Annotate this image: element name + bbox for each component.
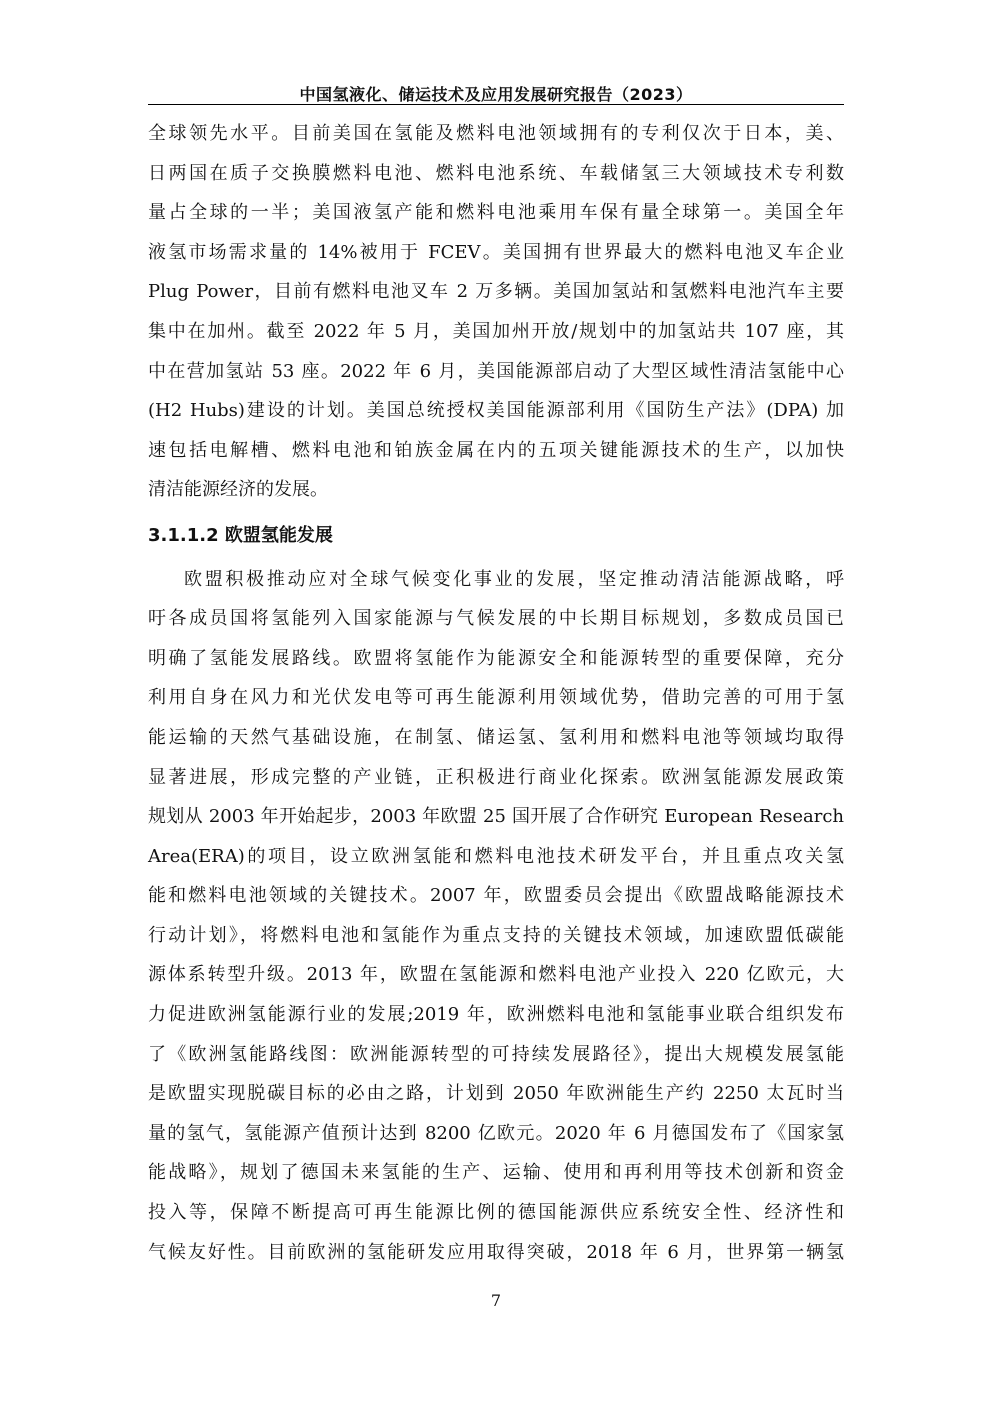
text-line: 日两国在质子交换膜燃料电池、燃料电池系统、车载储氢三大领域技术专利数 — [148, 162, 844, 184]
text-line: 能运输的天然气基础设施，在制氢、储运氢、氢利用和燃料电池等领域均取得 — [148, 726, 844, 748]
text-line: 能和燃料电池领域的关键技术。2007 年，欧盟委员会提出《欧盟战略能源技术 — [148, 885, 844, 907]
text-line: 利用自身在风力和光伏发电等可再生能源利用领域优势，借助完善的可用于氢 — [148, 687, 844, 709]
text-line: 投入等，保障不断提高可再生能源比例的德国能源供应系统安全性、经济性和 — [148, 1202, 844, 1224]
text-line: 了《欧洲氢能路线图：欧洲能源转型的可持续发展路径》，提出大规模发展氢能 — [148, 1043, 844, 1065]
page-body — [148, 114, 844, 1272]
text-line: 能战略》，规划了德国未来氢能的生产、运输、使用和再利用等技术创新和资金 — [148, 1162, 844, 1184]
text-line: 明确了氢能发展路线。欧盟将氢能作为能源安全和能源转型的重要保障，充分 — [148, 647, 844, 669]
text-line: 源体系转型升级。2013 年，欧盟在氢能源和燃料电池产业投入 220 亿欧元，大 — [148, 964, 844, 986]
text-line: 液氢市场需求量的 14%被用于 FCEV。美国拥有世界最大的燃料电池叉车企业 — [148, 241, 844, 263]
paragraph-us-hydrogen — [148, 114, 844, 510]
section-heading: 3.1.1.2 欧盟氢能发展 — [148, 524, 333, 546]
text-line: 量的氢气，氢能源产值预计达到 8200 亿欧元。2020 年 6 月德国发布了《国家氢 — [148, 1122, 844, 1144]
text-line: 全球领先水平。目前美国在氢能及燃料电池领域拥有的专利仅次于日本，美、 — [148, 123, 844, 144]
page-number: 7 — [490, 1291, 502, 1310]
running-header — [148, 76, 844, 105]
text-line: 清洁能源经济的发展。 — [148, 479, 328, 501]
text-line: 是欧盟实现脱碳目标的必由之路，计划到 2050 年欧洲能生产约 2250 太瓦时当 — [148, 1083, 844, 1105]
text-line: 气候友好性。目前欧洲的氢能研发应用取得突破，2018 年 6 月，世界第一辆氢 — [148, 1241, 844, 1263]
text-line: Area(ERA)的项目，设立欧洲氢能和燃料电池技术研发平台，并且重点攻关氢 — [148, 845, 844, 867]
text-line: (H2 Hubs)建设的计划。美国总统授权美国能源部利用《国防生产法》(DPA) 加 — [148, 400, 844, 422]
text-line: 行动计划》，将燃料电池和氢能作为重点支持的关键技术领域，加速欧盟低碳能 — [148, 924, 844, 946]
text-line: 欧盟积极推动应对全球气候变化事业的发展，坚定推动清洁能源战略，呼 — [184, 568, 844, 590]
text-line: 显著进展，形成完整的产业链，正积极进行商业化探索。欧洲氢能源发展政策 — [148, 766, 844, 788]
text-line: 吁各成员国将氢能列入国家能源与气候发展的中长期目标规划，多数成员国已 — [148, 608, 844, 630]
text-line: 速包括电解槽、燃料电池和铂族金属在内的五项关键能源技术的生产，以加快 — [148, 439, 844, 461]
header-title: 中国氢液化、储运技术及应用发展研究报告（2023） — [299, 85, 693, 104]
text-line: 规划从 2003 年开始起步，2003 年欧盟 25 国开展了合作研究 European Research — [148, 806, 844, 828]
text-line: Plug Power，目前有燃料电池叉车 2 万多辆。美国加氢站和氢燃料电池汽车主要 — [148, 281, 844, 303]
paragraph-eu-hydrogen — [148, 560, 844, 1273]
text-line: 力促进欧洲氢能源行业的发展;2019 年，欧洲燃料电池和氢能事业联合组织发布 — [148, 1004, 844, 1026]
text-line: 集中在加州。截至 2022 年 5 月，美国加州开放/规划中的加氢站共 107 座，其 — [148, 320, 844, 342]
text-line: 中在营加氢站 53 座。2022 年 6 月，美国能源部启动了大型区域性清洁氢能中心 — [148, 360, 844, 382]
text-line: 量占全球的一半；美国液氢产能和燃料电池乘用车保有量全球第一。美国全年 — [148, 202, 844, 224]
